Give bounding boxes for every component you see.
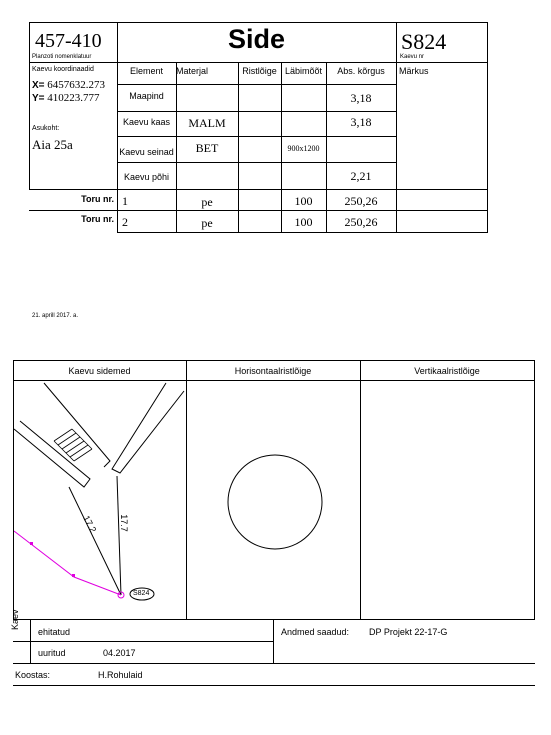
inspected-label: uuritud (38, 648, 66, 658)
compiler-label: Koostas: (15, 670, 51, 680)
building-outline (112, 383, 184, 473)
building-outline (44, 383, 110, 467)
location-label: Asukoht: (32, 125, 60, 132)
inspected-value: 04.2017 (103, 648, 136, 658)
pipe-abs-height: 250,26 (344, 194, 378, 208)
location-value: Aia 25a (32, 137, 73, 152)
well-label: S824 (133, 590, 150, 597)
side-label (10, 609, 20, 630)
pipe-number: 2 (122, 215, 128, 229)
side-label-text: Kaev (10, 609, 20, 630)
col-remarks: Märkus (399, 66, 429, 76)
pipe-line (14, 531, 121, 595)
panel-title-horizontal: Horisontaalristlõige (234, 366, 312, 376)
row-abs-height: 2,21 (350, 169, 372, 183)
pipe-label: Toru nr. (81, 194, 114, 204)
col-cross-section: Ristlõige (242, 66, 277, 76)
dimension-line (117, 476, 121, 595)
coord-y-value: 410223.777 (47, 92, 100, 104)
nomenclature-label: Planzoti nomenklatuur (32, 54, 92, 60)
coord-x-value: 6457632.273 (47, 79, 106, 91)
pipe-abs-height: 250,26 (344, 215, 378, 229)
coords-label: Kaevu koordinaadid (32, 66, 94, 73)
col-material: Materjal (176, 66, 209, 76)
row-diameter: 900x1200 (287, 144, 320, 153)
pipe-number: 1 (122, 194, 128, 208)
well-number: S824 (401, 29, 447, 54)
well-number-label: Kaevu nr (400, 54, 425, 60)
row-element: Kaevu põhi (123, 172, 170, 182)
nomenclature-value: 457-410 (35, 30, 102, 52)
dimension-line (69, 487, 121, 595)
row-abs-height: 3,18 (350, 115, 372, 129)
panel-title-connections: Kaevu sidemed (68, 366, 131, 376)
row-material: BET (195, 141, 219, 155)
pipe-diameter: 100 (294, 194, 313, 208)
row-element: Kaevu kaas (122, 117, 171, 127)
site-sketch (14, 381, 186, 619)
document-date: 21. aprill 2017. a. (32, 313, 79, 319)
pipe-markers (30, 542, 75, 577)
pipe-material: pe (201, 216, 213, 230)
dimension-label: 17.2 (81, 513, 99, 535)
coord-x (32, 79, 105, 91)
stairs (54, 429, 92, 461)
coord-x-label: X= (32, 80, 45, 91)
building-outline (14, 421, 90, 487)
compiler-value: H.Rohulaid (98, 670, 143, 680)
col-element: Element (129, 66, 164, 76)
data-source-label: Andmed saadud: (281, 627, 350, 637)
row-element: Kaevu seinad (119, 147, 174, 157)
row-element: Maapind (129, 91, 164, 101)
coord-y (32, 92, 100, 104)
pipe-material: pe (201, 195, 213, 209)
col-diameter: Läbimõõt (284, 66, 323, 76)
row-abs-height: 3,18 (350, 91, 372, 105)
horizontal-section-circle (226, 453, 324, 551)
coord-y-label: Y= (32, 93, 45, 104)
data-source-value: DP Projekt 22-17-G (369, 627, 448, 637)
col-abs-height: Abs. kõrgus (337, 66, 385, 76)
panel-title-vertical: Vertikaalristlõige (414, 366, 480, 376)
row-material: MALM (188, 116, 226, 130)
pipe-diameter: 100 (294, 215, 313, 229)
built-label: ehitatud (38, 627, 71, 637)
dimension-label: 17.7 (118, 514, 129, 532)
page-title: Side (227, 24, 286, 54)
pipe-label: Toru nr. (81, 214, 114, 224)
